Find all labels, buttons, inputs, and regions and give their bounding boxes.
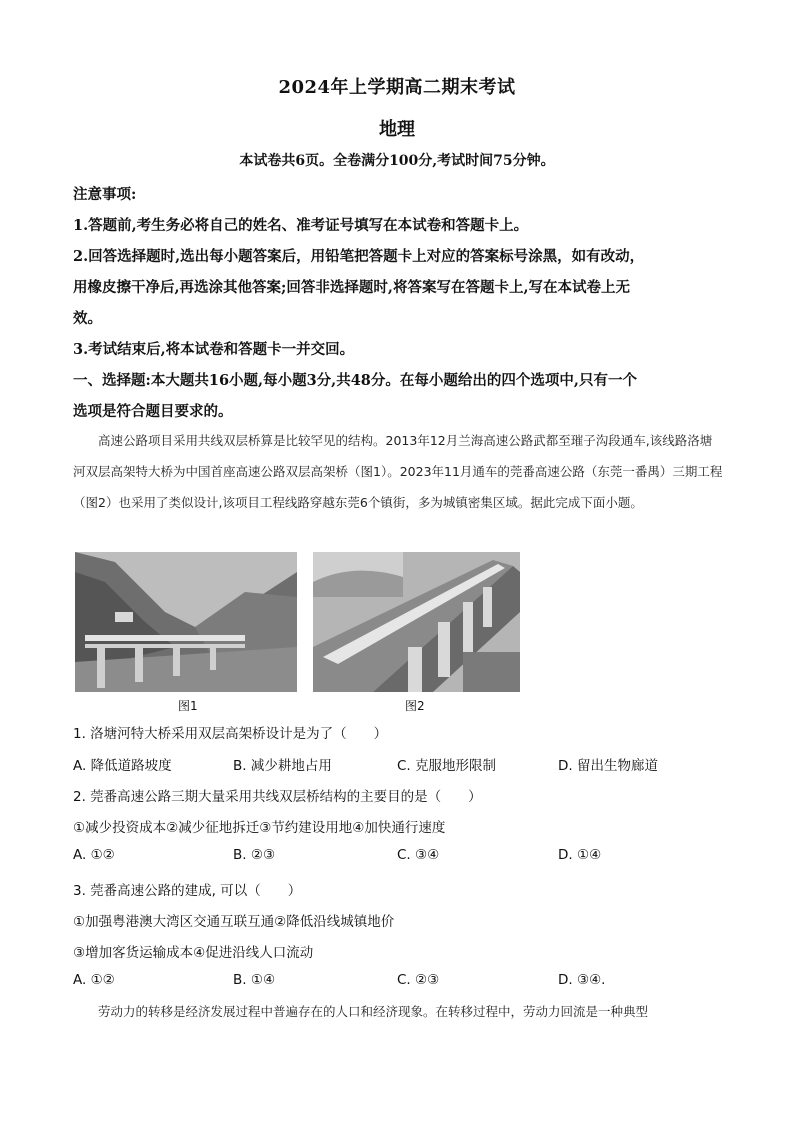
figure-2-caption: 图2 — [405, 699, 425, 713]
question-2-items: ①减少投资成本②减少征地拆迁③节约建设用地④加快通行速度 — [73, 820, 446, 836]
note-2b: 用橡皮擦干净后,再选涂其他答案;回答非选择题时,将答案写在答题卡上,写在本试卷上无 — [73, 279, 630, 296]
question-3-items-2: ③增加客货运输成本④促进沿线人口流动 — [73, 945, 314, 961]
question-3-stem: 3. 莞番高速公路的建成, 可以（ ） — [73, 883, 302, 899]
section-heading-1: 一、选择题:本大题共16小题,每小题3分,共48分。在每小题给出的四个选项中,只有一个 — [73, 372, 637, 389]
question-1-option-a[interactable]: A. 降低道路坡度 — [73, 758, 172, 774]
question-2-option-a[interactable]: A. ①② — [73, 847, 115, 863]
question-3-option-c[interactable]: C. ②③ — [397, 972, 440, 988]
question-1-option-c[interactable]: C. 克服地形限制 — [397, 758, 497, 774]
notes-heading: 注意事项: — [73, 186, 137, 203]
passage-1: 高速公路项目采用共线双层桥算是比较罕见的结构。2013年12月兰海高速公路武都至璀子沟段通车,该线路洛塘河双层高架特大桥为中国首座高速公路双层高架桥（图1）。2023年11月通车的莞番高速公路（东莞一番禺）三期工程（图2）也采用了类似设计,该项目工程线路穿越东莞6个镇街，多为城镇密集区域。据此完成下面小题。 — [73, 433, 723, 510]
question-3-option-b[interactable]: B. ①④ — [233, 972, 276, 988]
question-2-stem: 2. 莞番高速公路三期大量采用共线双层桥结构的主要目的是（ ） — [73, 789, 482, 805]
passage-2: 劳动力的转移是经济发展过程中普遍存在的人口和经济现象。在转移过程中，劳动力回流是一种典型 — [98, 1004, 649, 1019]
note-2c: 效。 — [73, 310, 102, 327]
figure-1-photo — [75, 552, 297, 692]
section-heading-2: 选项是符合题目要求的。 — [73, 403, 233, 420]
question-3-option-a[interactable]: A. ①② — [73, 972, 115, 988]
question-3-items-1: ①加强粤港澳大湾区交通互联互通②降低沿线城镇地价 — [73, 914, 395, 930]
question-2-option-d[interactable]: D. ①④ — [558, 847, 602, 863]
note-2a: 2.回答选择题时,选出每小题答案后，用铅笔把答题卡上对应的答案标号涂黑，如有改动， — [73, 248, 645, 265]
note-3: 3.考试结束后,将本试卷和答题卡一并交回。 — [73, 341, 355, 358]
question-2-option-b[interactable]: B. ②③ — [233, 847, 276, 863]
question-1-option-d[interactable]: D. 留出生物廊道 — [558, 758, 658, 774]
exam-meta: 本试卷共6页。全卷满分100分,考试时间75分钟。 — [239, 153, 555, 169]
exam-subject: 地理 — [379, 119, 415, 140]
figure-1-caption: 图1 — [178, 699, 198, 713]
question-1-stem: 1. 洛塘河特大桥采用双层高架桥设计是为了（ ） — [73, 726, 388, 742]
exam-title: 2024年上学期高二期末考试 — [278, 77, 516, 98]
question-3-option-d[interactable]: D. ③④. — [558, 972, 606, 988]
figure-2-photo — [313, 552, 520, 692]
question-1-option-b[interactable]: B. 减少耕地占用 — [233, 758, 332, 774]
question-2-option-c[interactable]: C. ③④ — [397, 847, 440, 863]
note-1: 1.答题前,考生务必将自己的姓名、准考证号填写在本试卷和答题卡上。 — [73, 217, 529, 234]
